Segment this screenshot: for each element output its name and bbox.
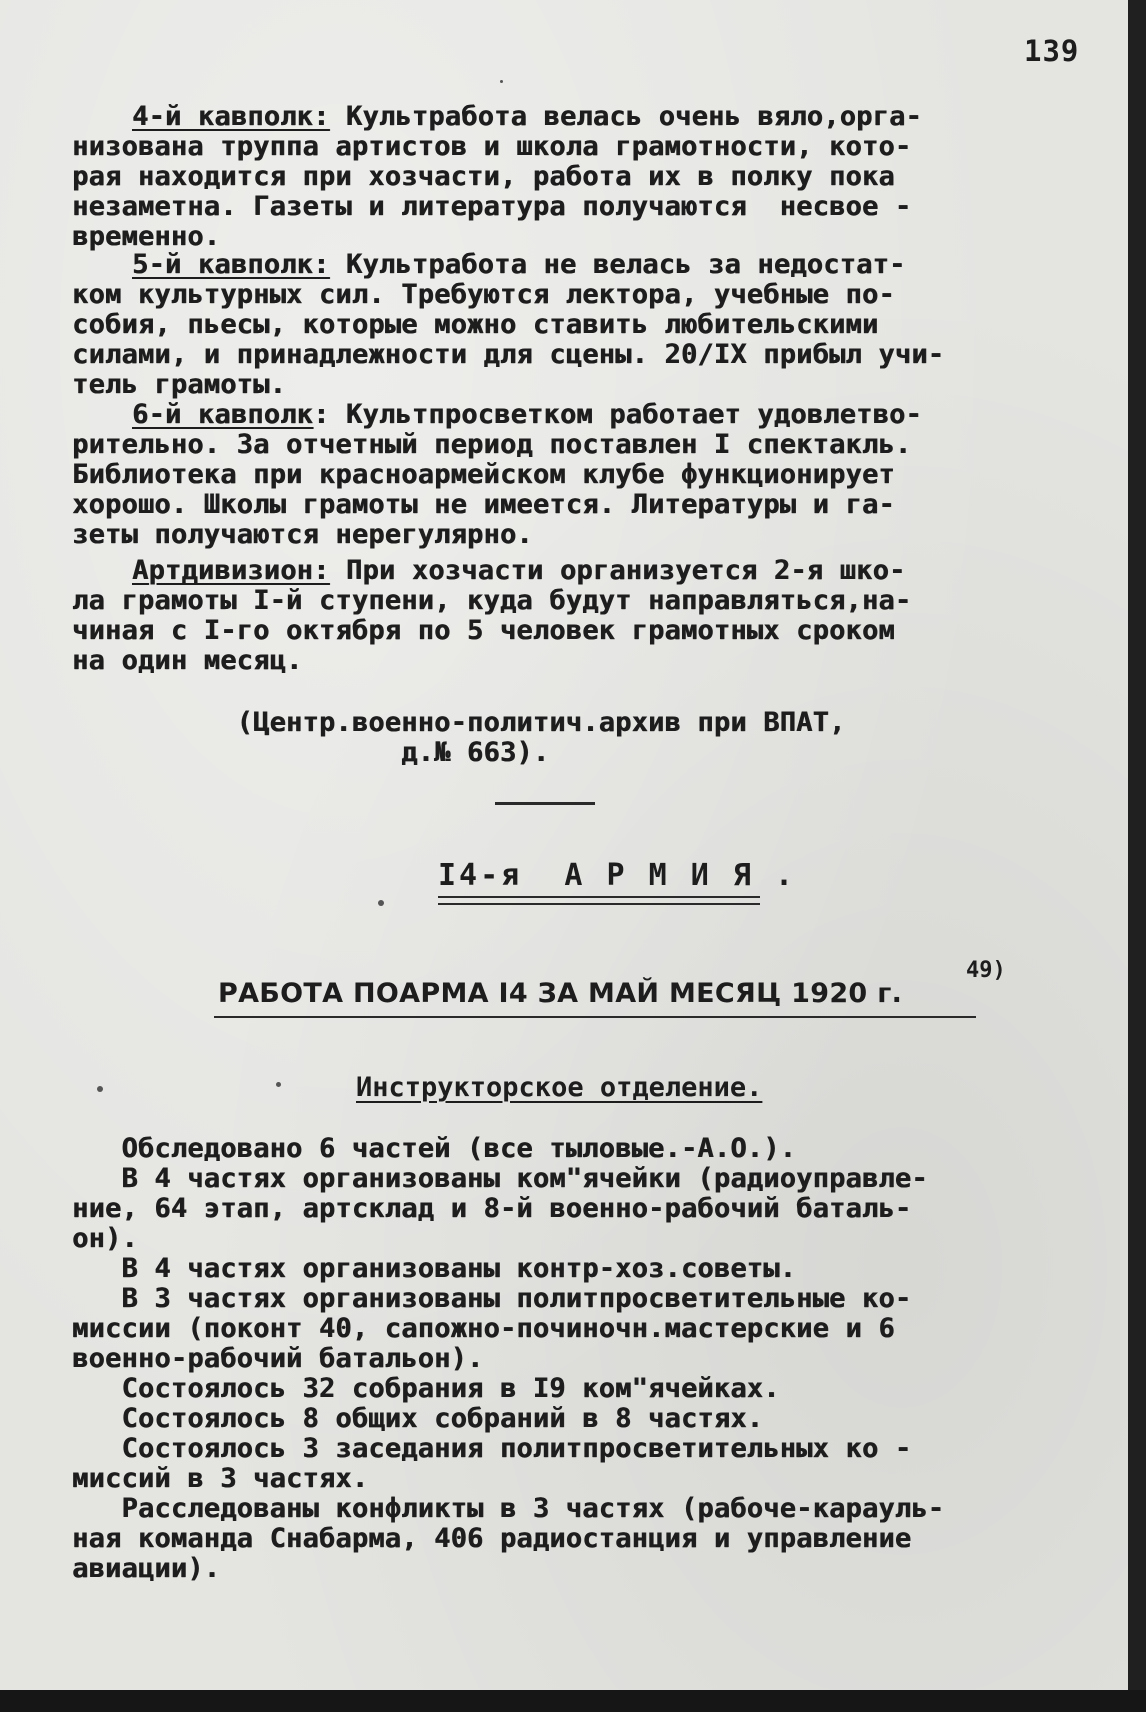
regiment-6-paragraph: 6-й кавполк: Культпросветком работает удовлетво- рительно. За отчетный период поставлен I спектакль. Библиотека при красноармейском клубе функционирует хорошо. Школы грамоты не имеется. Литературы и га- зеты получаются нерегулярно. [72,399,922,550]
paper-speck [500,80,503,83]
army-heading: I4-я А Р М И Я . [438,858,797,893]
regiment-4-name: 4-й кавполк: [132,101,330,132]
instructor-department-paragraph: Обследовано 6 частей (все тыловые.-А.О.). В 4 частях организованы ком"ячейки (радиоуправле- ние, 64 этап, артсклад и 8-й военно-рабочий баталь- он). В 4 частях организованы контр-хоз.советы. В 3 частях организованы политпросветительные ко- миссии (поконт 40, сапожно-починочн.мастерские и 6 военно-рабочий батальон). Состоялось 32 собрания в I9 ком"ячейках. Состоялось 8 общих собраний в 8 частях. Состоялось 3 заседания политпросветительных ко - миссий в 3 частях. Расследованы конфликты в 3 частях (рабоче-карауль- ная команда Снабарма, 406 радиостанция и управление авиации). [72,1133,945,1584]
paper-speck [276,1082,281,1087]
archive-source-citation: (Центр.военно-политич.архив при ВПАТ, д.№ 663). [72,707,846,768]
report-title: РАБОТА ПОАРМА I4 ЗА МАЙ МЕСЯЦ 1920 г. [218,978,903,1009]
army-heading-underline-2 [438,903,760,905]
artillery-division-paragraph: Артдивизион: При хозчасти организуется 2-я шко- ла грамоты I-й ступени, куда будут направляться,на- чиная с I-го октября по 5 человек грамотных сроком на один месяц. [72,555,912,676]
scan-edge-right [1128,0,1146,1712]
scan-edge-bottom [0,1690,1146,1712]
regiment-5-paragraph: 5-й кавполк: Культработа не велась за недостат- ком культурных сил. Требуются лектора, учебные по- собия, пьесы, которые можно ставить любительскими силами, и принадлежности для сцены. 20/IX прибыл учи- тель грамоты. [72,249,945,400]
artillery-division-name: Артдивизион: [132,555,330,586]
report-title-underline [214,1016,976,1018]
regiment-4-paragraph: 4-й кавполк: Культработа велась очень вяло,орга- низована труппа артистов и школа грамотности, кото- рая находится при хозчасти, работа их в полку пока незаметна. Газеты и литература получаются несвое - временно. [72,101,922,252]
regiment-5-name: 5-й кавполк: [132,249,330,280]
section-heading: Инструкторское отделение. [356,1072,763,1103]
paper-speck [378,900,384,906]
army-heading-underline-1 [438,896,760,898]
footnote-reference: 49) [966,958,1006,983]
section-divider [495,802,595,805]
page-number: 139 [1024,34,1080,68]
regiment-6-name: 6-й кавполк [132,399,314,430]
paper-speck [97,1086,103,1092]
